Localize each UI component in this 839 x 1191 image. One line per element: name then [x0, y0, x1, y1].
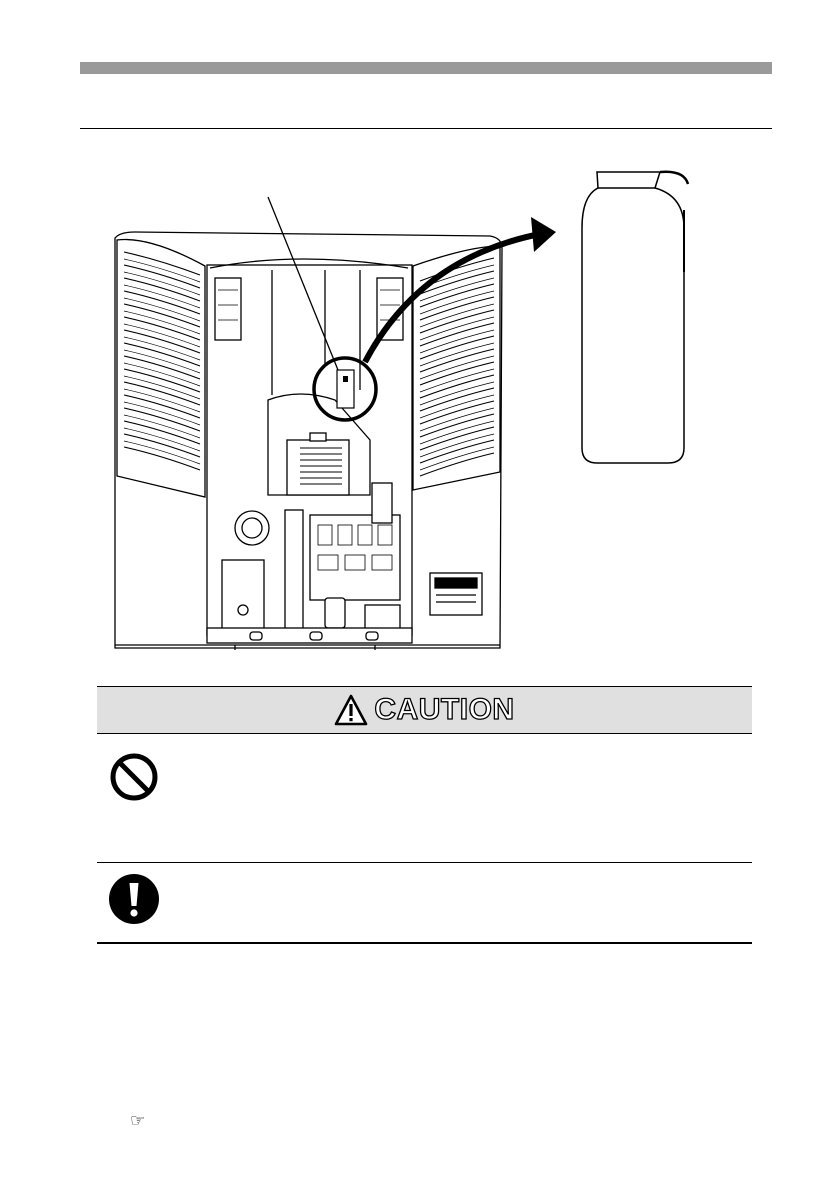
caution-header: [97, 686, 752, 734]
bottle-enlarged: [582, 172, 688, 463]
pointing-hand-icon: ☞: [130, 1111, 146, 1131]
caution-title: CAUTION: [374, 693, 515, 726]
mandatory-action-icon: [108, 873, 160, 925]
caution-row-prohibition: [97, 733, 752, 863]
prohibition-icon: [108, 751, 160, 803]
caution-row-mandatory: [97, 863, 752, 944]
left-grille-panel: [117, 240, 205, 497]
warning-triangle-icon: [334, 694, 368, 726]
